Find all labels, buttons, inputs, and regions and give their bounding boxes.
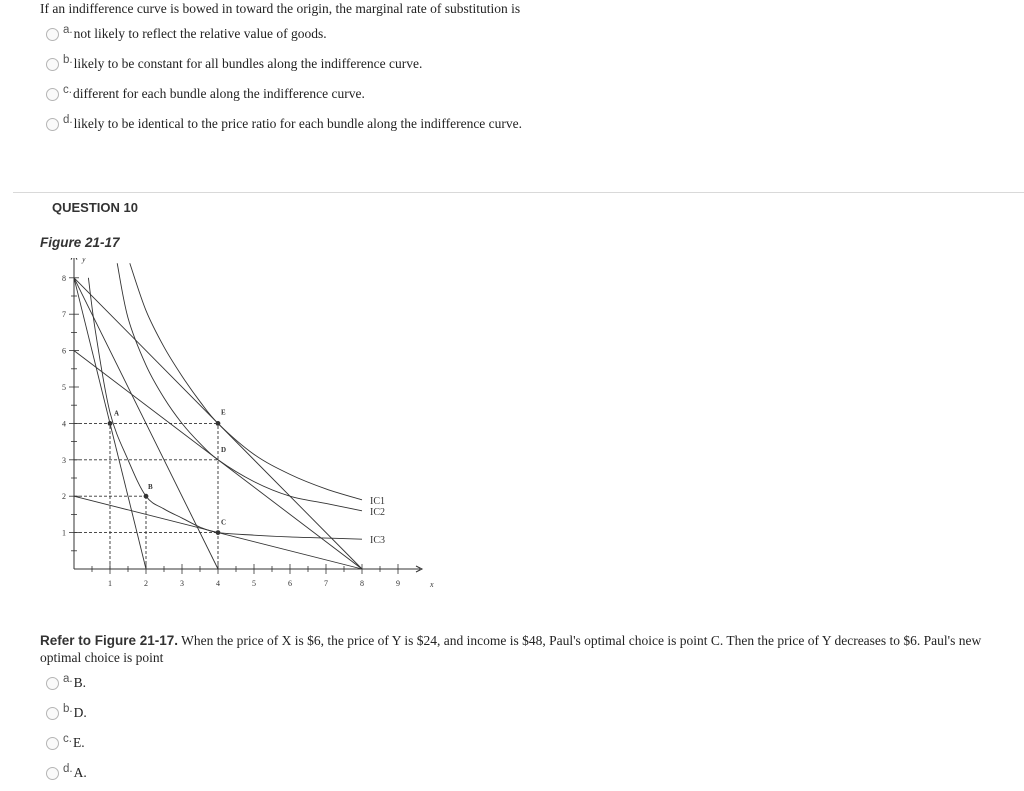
q9-option-b[interactable]	[46, 55, 422, 73]
q10-option-a[interactable]	[46, 674, 86, 692]
q10-option-b[interactable]	[46, 704, 87, 722]
radio-button[interactable]	[46, 28, 59, 41]
option-letter: d.	[63, 114, 73, 126]
point-b	[144, 494, 149, 499]
point-label: D	[221, 445, 227, 454]
x-tick-label: 9	[396, 579, 400, 588]
y-tick-label: 1	[62, 528, 66, 538]
figure-21-17-chart	[0, 258, 440, 598]
question-10-body	[40, 632, 1000, 666]
figure-reference: Refer to Figure 21-17.	[40, 633, 179, 648]
y-tick-label: 3	[62, 455, 66, 465]
point-label: E	[221, 408, 226, 417]
option-text: B.	[73, 675, 86, 690]
section-divider	[13, 192, 1024, 193]
question-10-title: QUESTION 10	[52, 200, 138, 215]
option-text: different for each bundle along the indifference curve.	[72, 86, 365, 101]
indifference-curve-ic1	[130, 263, 362, 500]
option-text: D.	[73, 705, 87, 720]
q9-option-c[interactable]	[46, 85, 365, 103]
radio-button[interactable]	[46, 737, 59, 750]
radio-button[interactable]	[46, 767, 59, 780]
option-letter: c.	[63, 84, 72, 96]
option-letter: a.	[63, 24, 73, 36]
q10-option-d[interactable]	[46, 764, 87, 782]
y-tick-label: 5	[62, 383, 66, 392]
point-e	[216, 421, 221, 426]
option-letter: b.	[63, 54, 73, 66]
y-tick-label: 6	[62, 346, 66, 356]
option-letter: c.	[63, 733, 72, 745]
radio-button[interactable]	[46, 677, 59, 690]
y-tick-label: 4	[62, 419, 66, 429]
question-10-text: When the price of X is $6, the price of Y is $24, and income is $48, Paul's optimal choice is point C. Then the price of Y decreases to $6. Paul's new optimal choice is point	[40, 633, 982, 665]
point-label: C	[221, 518, 227, 527]
x-tick-label: 1	[108, 579, 112, 588]
x-tick-label: 2	[144, 579, 148, 588]
option-letter: d.	[63, 763, 73, 775]
x-tick-label: 3	[180, 579, 184, 588]
point-a	[108, 421, 113, 426]
x-tick-label: 6	[288, 579, 292, 588]
q10-option-c[interactable]	[46, 734, 85, 752]
question-9-stem: If an indifference curve is bowed in toward the origin, the marginal rate of substitution is	[40, 1, 521, 16]
figure-title: Figure 21-17	[40, 235, 120, 250]
option-letter: b.	[63, 703, 73, 715]
radio-button[interactable]	[46, 118, 59, 131]
option-text: not likely to reflect the relative value of goods.	[73, 26, 327, 41]
x-tick-label: 8	[360, 579, 364, 588]
point-c	[216, 530, 221, 535]
x-tick-label: 4	[216, 579, 220, 588]
q9-option-d[interactable]	[46, 115, 522, 133]
point-label: A	[114, 409, 120, 418]
y-tick-label: 8	[62, 273, 66, 283]
radio-button[interactable]	[46, 58, 59, 71]
curve-label: IC3	[370, 535, 385, 547]
x-axis-label: x	[430, 580, 434, 589]
x-tick-label: 7	[324, 579, 328, 588]
option-letter: a.	[63, 673, 73, 685]
option-text: likely to be identical to the price ratio for each bundle along the indifference curve.	[73, 116, 523, 131]
y-tick-label: 7	[62, 310, 66, 320]
point-label: B	[148, 483, 153, 492]
y-axis-label: y	[82, 258, 86, 264]
option-text: E.	[72, 735, 85, 750]
x-tick-label: 5	[252, 579, 256, 588]
indifference-curve-ic2	[117, 263, 362, 511]
curve-label: IC2	[370, 506, 385, 518]
curve-label: IC1	[370, 495, 385, 507]
option-text: likely to be constant for all bundles along the indifference curve.	[73, 56, 423, 71]
radio-button[interactable]	[46, 88, 59, 101]
option-text: A.	[73, 765, 87, 780]
radio-button[interactable]	[46, 707, 59, 720]
y-tick-label: 2	[62, 492, 66, 502]
q9-option-a[interactable]	[46, 25, 327, 43]
